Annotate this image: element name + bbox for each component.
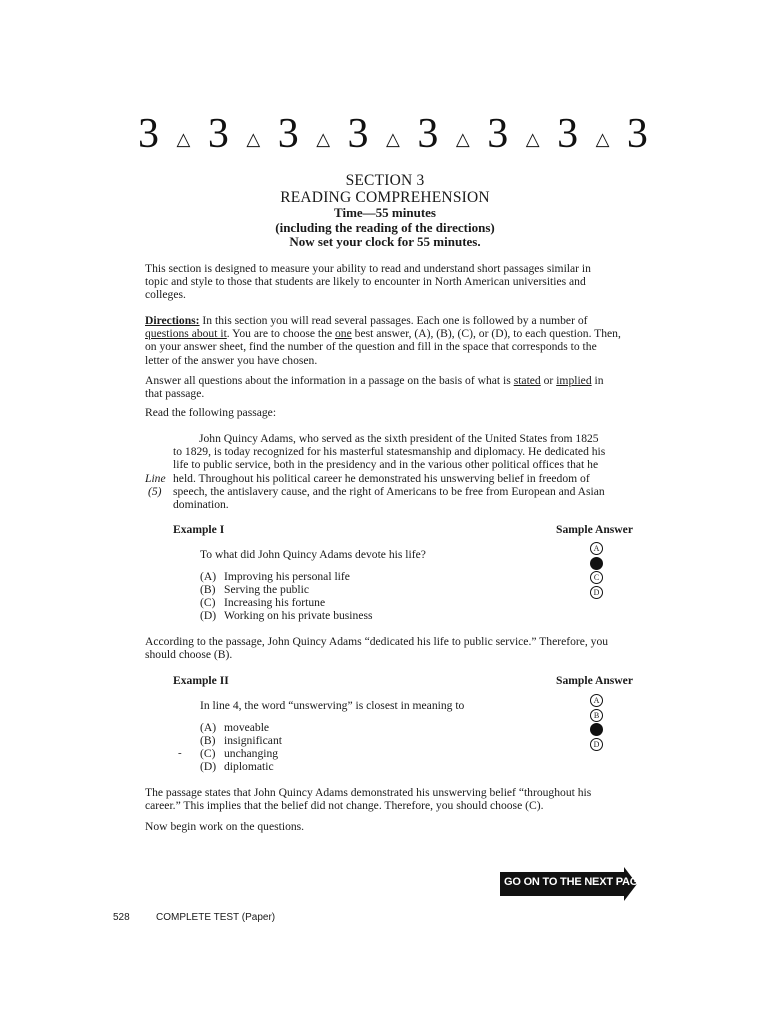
- passage-line: to 1829, is today recognized for his masterful statesmanship and diplomacy. He dedicated his: [173, 445, 606, 459]
- example-2-choice: [200, 747, 278, 760]
- directions-line: [145, 314, 645, 327]
- choice-text: diplomatic: [224, 760, 274, 773]
- choice-letter: (D): [200, 609, 217, 622]
- banner-number: 3: [347, 111, 369, 157]
- answer-bubble-b-filled: B: [590, 557, 603, 570]
- directions-text: In this section you will read several passages. Each one is followed by a number of: [199, 314, 588, 327]
- passage-line: held. Throughout his political career he demonstrated his unswerving belief in freedom of: [173, 471, 590, 485]
- line-number: (5): [148, 484, 162, 498]
- passage-line: speech, the antislavery cause, and the right of Americans to be free from European and Asian: [173, 484, 605, 498]
- time-limit: Time—55 minutes: [334, 205, 436, 220]
- line-label: Line: [145, 471, 166, 485]
- answer-bubble-c: C: [590, 571, 603, 584]
- example-1-choice: [200, 609, 372, 622]
- answer-all-text: Answer all questions about the information in a passage on the basis of what is: [145, 374, 514, 387]
- choice-letter: (A): [200, 570, 217, 583]
- example-2-choice: [200, 760, 274, 773]
- answer-bubble-d: D: [590, 738, 603, 751]
- read-following: Read the following passage:: [145, 406, 277, 419]
- example-1-question: To what did John Quincy Adams devote his life?: [200, 548, 426, 561]
- answer-bubble-a: A: [590, 694, 603, 707]
- directions-text: best answer, (A), (B), (C), or (D), to each question. Then,: [351, 327, 621, 341]
- passage-line: domination.: [173, 498, 229, 512]
- explanation-2: [145, 786, 645, 812]
- explanation-1: [145, 635, 645, 661]
- explanation-line: The passage states that John Quincy Adams demonstrated his unswerving belief “throughout his: [145, 786, 592, 799]
- triangle-icon: △: [455, 129, 470, 149]
- example-2-answer-bubbles: [590, 694, 604, 752]
- choice-letter: (B): [200, 583, 216, 596]
- answer-all-line: [145, 374, 645, 387]
- choice-text: insignificant: [224, 734, 282, 747]
- page-number: 528: [113, 912, 130, 923]
- triangle-icon: △: [595, 129, 610, 149]
- choice-letter: (C): [200, 747, 216, 760]
- directions-text: . You are to choose the: [226, 327, 335, 341]
- answer-all-line: that passage.: [145, 387, 205, 401]
- banner-number: 3: [557, 111, 579, 157]
- choice-text: unchanging: [224, 747, 279, 760]
- next-page-button[interactable]: [500, 867, 646, 897]
- directions-line: on your answer sheet, find the number of the question and fill in the space that corresponds to the: [145, 340, 597, 354]
- explanation-line: should choose (B).: [145, 648, 233, 662]
- answer-bubble-c-filled: C: [590, 723, 603, 736]
- explanation-line: According to the passage, John Quincy Adams “dedicated his life to public service.” Therefore, you: [145, 635, 609, 648]
- passage-line: John Quincy Adams, who served as the sixth president of the United States from 1825: [199, 432, 599, 445]
- directions-line: [145, 327, 645, 340]
- choice-text: Improving his personal life: [224, 570, 350, 583]
- banner-number: 3: [138, 111, 159, 157]
- intro-line: topic and style to those that students are likely to encounter in North American universities and: [145, 275, 586, 289]
- choice-letter: (C): [200, 596, 216, 609]
- directions-line: letter of the answer you have chosen.: [145, 353, 318, 367]
- banner-number: 3: [277, 111, 299, 157]
- directions-one: one: [335, 327, 352, 341]
- example-1-answer-bubbles: [590, 542, 604, 600]
- begin-instruction: Now begin work on the questions.: [145, 820, 305, 833]
- choice-text: Increasing his fortune: [224, 596, 326, 609]
- answer-bubble-d: D: [590, 586, 603, 599]
- example-1-title: Example I: [173, 523, 225, 536]
- banner-number: 3: [626, 111, 648, 157]
- banner-number: 3: [487, 111, 509, 157]
- answer-bubble-b: B: [590, 709, 603, 722]
- banner-number: 3: [417, 111, 439, 157]
- reading-passage: [173, 432, 623, 511]
- banner-number: 3: [207, 111, 229, 157]
- example-2-choice: [200, 734, 282, 747]
- section-title: READING COMPREHENSION: [280, 189, 490, 206]
- section-header: [130, 172, 640, 250]
- choice-letter: (B): [200, 734, 216, 747]
- directions-paragraph: [145, 314, 645, 367]
- choice-text: Serving the public: [224, 583, 310, 596]
- example-1-choice: [200, 583, 309, 596]
- implied-word: implied: [556, 374, 592, 387]
- explanation-line: career.” This implies that the belief did not change. Therefore, you should choose (C).: [145, 799, 544, 813]
- answer-all-paragraph: [145, 374, 645, 400]
- example-2-question: In line 4, the word “unswerving” is closest in meaning to: [200, 699, 465, 712]
- example-2-choice: [200, 721, 269, 734]
- intro-line: colleges.: [145, 288, 186, 302]
- directions-label: Directions:: [145, 314, 200, 327]
- triangle-icon: △: [176, 129, 191, 149]
- answer-bubble-a: A: [590, 542, 603, 555]
- example-2-sample-header: Sample Answer: [556, 674, 633, 687]
- answer-all-text: in: [591, 374, 604, 387]
- next-page-label: GO ON TO THE NEXT PAGE: [504, 876, 646, 888]
- time-note: (including the reading of the directions): [275, 219, 495, 235]
- example-1-choice: [200, 596, 325, 609]
- triangle-icon: △: [246, 129, 261, 149]
- choice-letter: (A): [200, 721, 217, 734]
- footer-label: COMPLETE TEST (Paper): [156, 912, 276, 923]
- section-banner: [138, 112, 648, 156]
- passage-line: life to public service, both in the presidency and in the various other political offices that he: [173, 458, 599, 472]
- answer-all-text: or: [540, 374, 557, 387]
- clock-instruction: Now set your clock for 55 minutes.: [289, 234, 481, 249]
- choice-text: Working on his private business: [224, 609, 373, 622]
- example-1-choice: [200, 570, 350, 583]
- section-number: SECTION 3: [345, 172, 425, 189]
- triangle-icon: △: [525, 129, 540, 149]
- example-2-title: Example II: [173, 674, 229, 687]
- intro-paragraph: [145, 262, 645, 302]
- intro-line: This section is designed to measure your ability to read and understand short passages similar in: [145, 262, 591, 275]
- choice-text: moveable: [224, 721, 270, 734]
- triangle-icon: △: [386, 129, 400, 149]
- choice-letter: (D): [200, 760, 217, 773]
- stated-word: stated: [513, 374, 541, 387]
- example-1-sample-header: Sample Answer: [556, 523, 633, 536]
- directions-underlined: questions about it: [145, 327, 227, 341]
- triangle-icon: △: [316, 129, 331, 149]
- stray-mark: -: [178, 747, 182, 759]
